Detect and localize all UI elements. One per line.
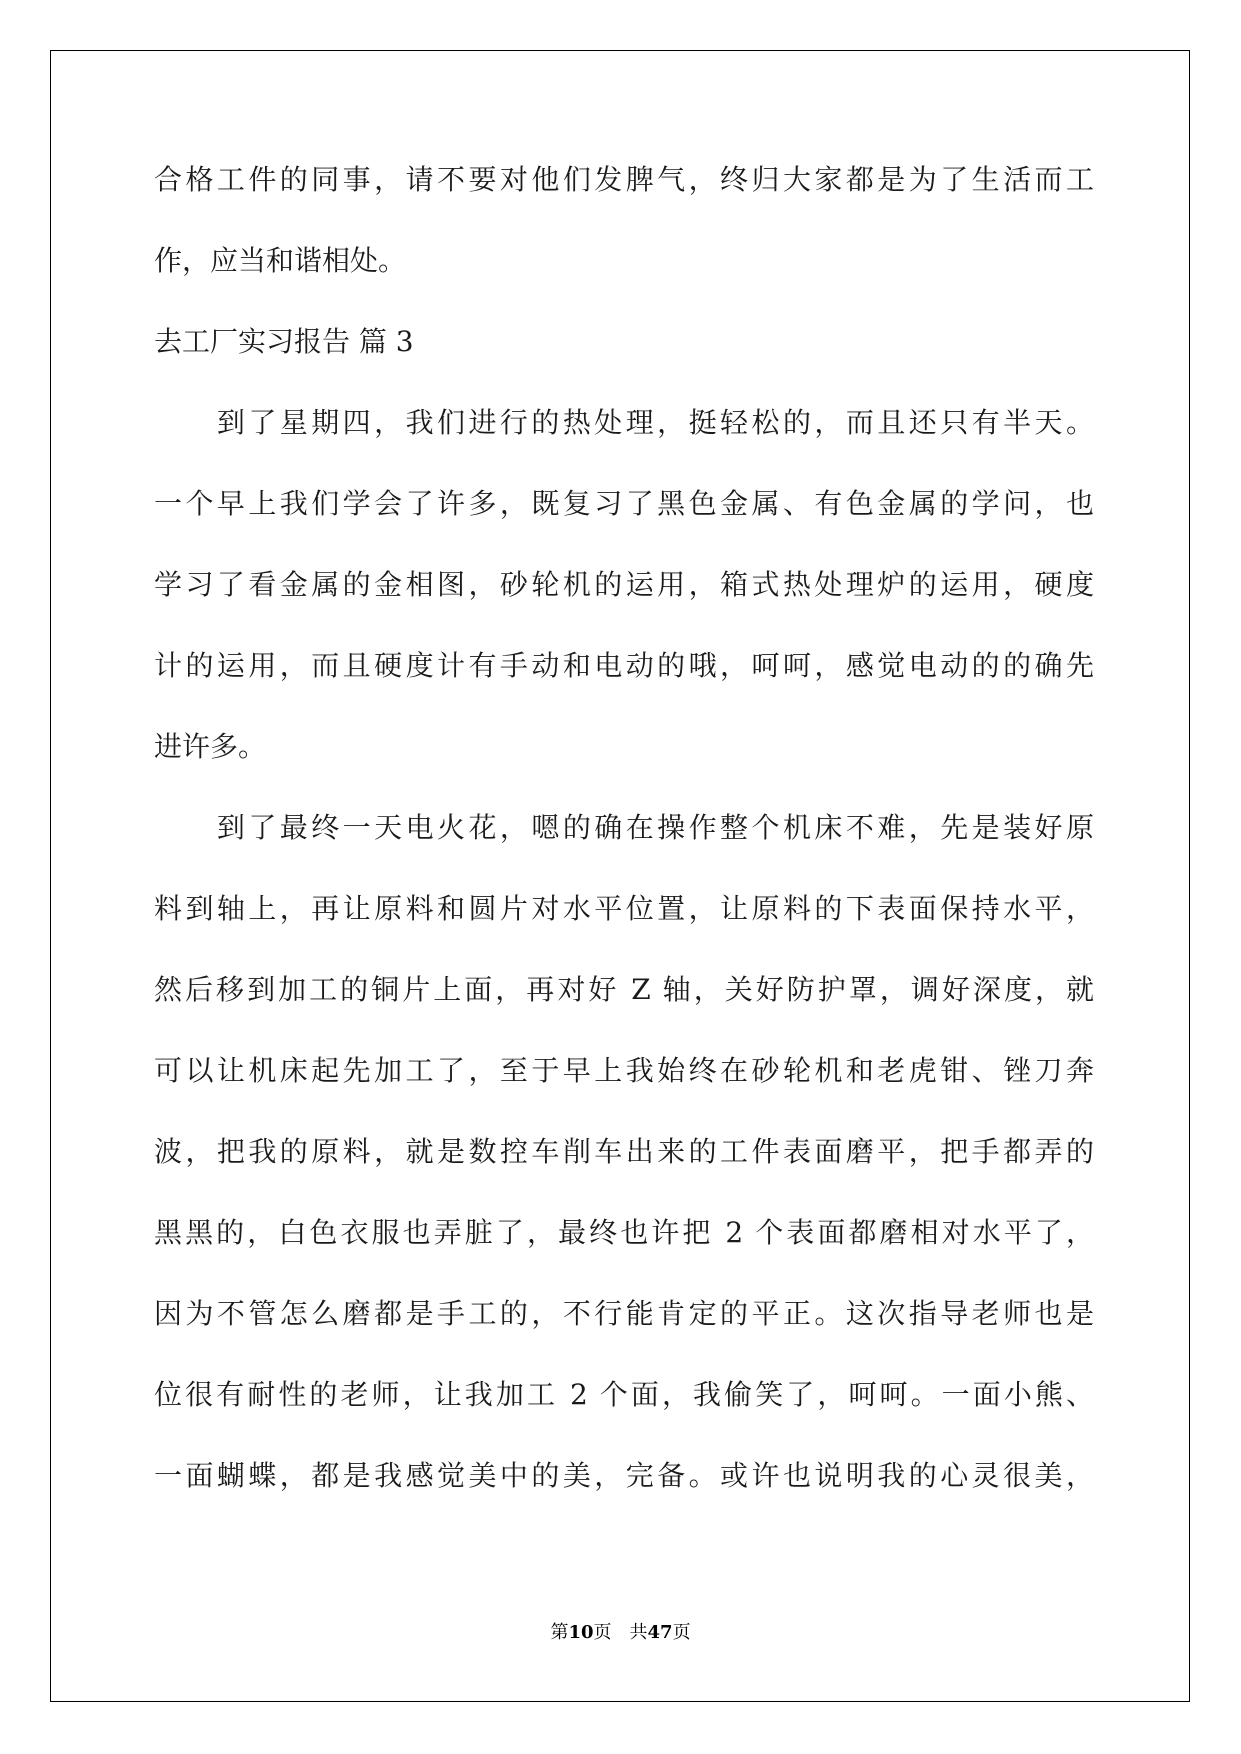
text-line: 因为不管怎么磨都是手工的，不行能肯定的平正。这次指导老师也是 [154,1297,1094,1330]
footer-suffix: 页 [672,1622,691,1643]
text-line: 一面蝴蝶，都是我感觉美中的美，完备。或许也说明我的心灵很美， [154,1459,1094,1492]
page-footer [0,1623,1241,1643]
footer-middle: 页 共 [593,1622,648,1643]
text-line: 作，应当和谐相处。 [154,244,407,277]
text-line: 料到轴上，再让原料和圆片对水平位置，让原料的下表面保持水平， [154,892,1094,925]
section-heading: 去工厂实习报告 篇 3 [154,325,414,358]
text-line: 计的运用，而且硬度计有手动和电动的哦，呵呵，感觉电动的的确先 [154,649,1094,682]
text-line: 波，把我的原料，就是数控车削车出来的工件表面磨平，把手都弄的 [154,1135,1094,1168]
text-line: 学习了看金属的金相图，砂轮机的运用，箱式热处理炉的运用，硬度 [154,568,1094,601]
text-line: 然后移到加工的铜片上面，再对好 Z 轴，关好防护罩，调好深度，就 [154,973,1094,1006]
text-line: 进许多。 [154,730,267,763]
text-line: 可以让机床起先加工了，至于早上我始终在砂轮机和老虎钳、锉刀奔 [154,1054,1094,1087]
text-line: 黑黑的，白色衣服也弄脏了，最终也许把 2 个表面都磨相对水平了， [154,1216,1094,1249]
current-page-number: 10 [568,1622,594,1643]
footer-prefix: 第 [550,1622,569,1643]
text-line: 到了最终一天电火花，嗯的确在操作整个机床不难，先是装好原 [154,811,1094,844]
document-body [154,163,1094,1543]
text-line: 一个早上我们学会了许多，既复习了黑色金属、有色金属的学问，也 [154,487,1094,520]
text-line: 位很有耐性的老师，让我加工 2 个面，我偷笑了，呵呵。一面小熊、 [154,1378,1094,1411]
text-line: 到了星期四，我们进行的热处理，挺轻松的，而且还只有半天。 [154,406,1094,439]
text-line: 合格工件的同事，请不要对他们发脾气，终归大家都是为了生活而工 [154,163,1094,196]
total-pages-number: 47 [647,1622,673,1643]
